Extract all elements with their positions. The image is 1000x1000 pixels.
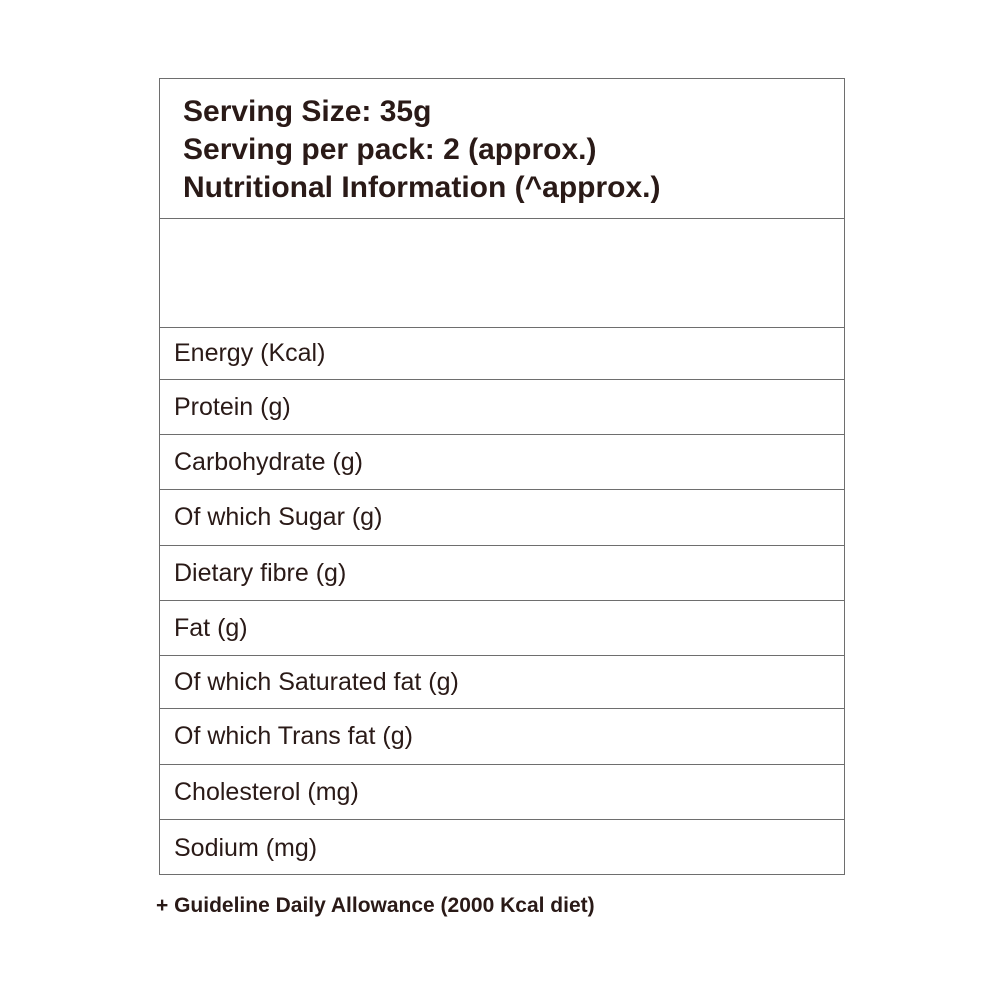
nutrient-label-dietary-fibre: Dietary fibre (g): [174, 558, 347, 587]
nutrient-label-energy: Energy (Kcal): [174, 339, 326, 367]
nutrient-label-saturated-fat: Of which Saturated fat (g): [174, 667, 459, 696]
nutrient-label-sodium: Sodium (mg): [174, 833, 318, 862]
table-row: [160, 490, 844, 546]
serving-size: Serving Size: 35g: [183, 95, 432, 128]
nutrient-label-trans-fat: Of which Trans fat (g): [174, 722, 413, 750]
table-row: [160, 435, 844, 490]
blank-header-band: [160, 219, 844, 328]
nutrition-header: [160, 79, 844, 219]
gda-footnote: + Guideline Daily Allowance (2000 Kcal diet): [156, 894, 595, 917]
table-row: [160, 820, 844, 876]
nutrient-label-cholesterol: Cholesterol (mg): [174, 777, 359, 806]
serving-per-pack: Serving per pack: 2 (approx.): [183, 133, 597, 166]
table-row: [160, 380, 844, 435]
table-row: [160, 328, 844, 380]
nutritional-information-title: Nutritional Information (^approx.): [183, 171, 661, 204]
nutrient-label-fat: Fat (g): [174, 613, 248, 642]
table-row: [160, 656, 844, 709]
table-row: [160, 765, 844, 820]
nutrient-label-carbohydrate: Carbohydrate (g): [174, 447, 363, 476]
table-row: [160, 601, 844, 656]
table-row: [160, 709, 844, 765]
table-row: [160, 546, 844, 601]
nutrient-label-protein: Protein (g): [174, 392, 291, 421]
nutrient-rows: [160, 328, 844, 874]
nutrition-table: [159, 78, 845, 875]
nutrient-label-sugar: Of which Sugar (g): [174, 503, 383, 531]
